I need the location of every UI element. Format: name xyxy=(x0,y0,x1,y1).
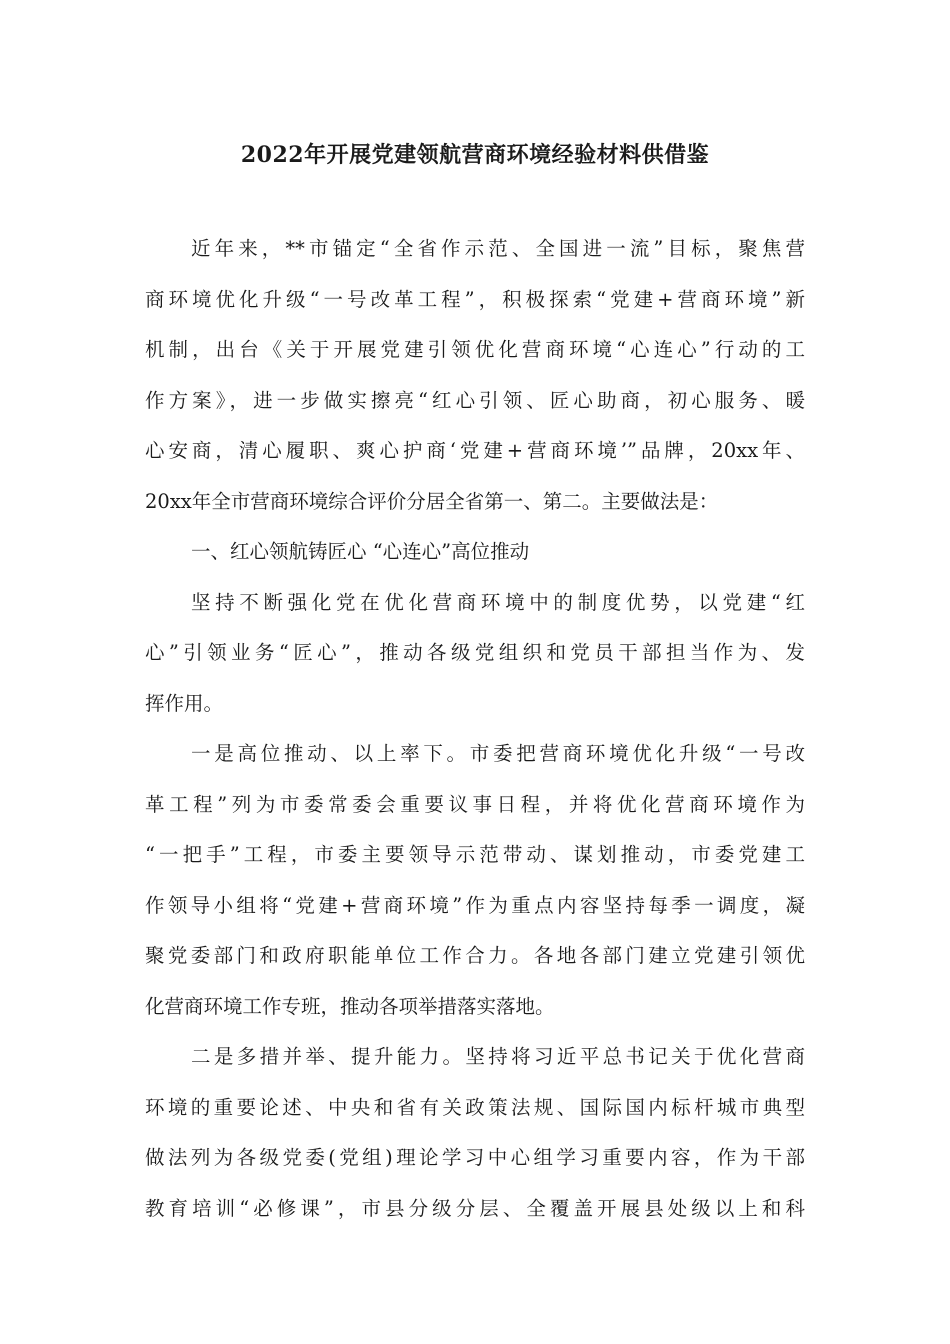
text-line: “一把手”工程，市委主要领导示范带动、谋划推动，市委党建工 xyxy=(145,843,805,866)
text-line: 近年来，**市锚定“全省作示范、全国进一流”目标，聚焦营 xyxy=(191,237,805,260)
text-line: 20xx年全市营商环境综合评价分居全省第一、第二。主要做法是： xyxy=(145,489,719,513)
text-line: 坚持不断强化党在优化营商环境中的制度优势，以党建“红 xyxy=(191,590,805,614)
text-line: 做法列为各级党委(党组)理论学习中心组学习重要内容，作为干部 xyxy=(145,1146,805,1169)
text-line: 机制，出台《关于开展党建引领优化营商环境“心连心”行动的工 xyxy=(145,338,805,361)
text-line: 一、红心领航铸匠心 “心连心”高位推动 xyxy=(191,540,530,563)
text-line: 二是多措并举、提升能力。坚持将习近平总书记关于优化营商 xyxy=(191,1045,805,1068)
text-line: 聚党委部门和政府职能单位工作合力。各地各部门建立党建引领优 xyxy=(145,944,805,967)
text-line: 心安商，清心履职、爽心护商‘党建+营商环境’”品牌，20xx年、 xyxy=(145,439,805,462)
text-line: 教育培训“必修课”，市县分级分层、全覆盖开展县处级以上和科 xyxy=(145,1196,805,1220)
text-line: 商环境优化升级“一号改革工程”，积极探索“党建+营商环境”新 xyxy=(145,287,805,311)
text-line: 作方案》，进一步做实擦亮“红心引领、匠心助商，初心服务、暖 xyxy=(145,388,805,412)
text-line: 环境的重要论述、中央和省有关政策法规、国际国内标杆城市典型 xyxy=(145,1095,805,1119)
text-line: 化营商环境工作专班，推动各项举措落实落地。 xyxy=(145,994,555,1018)
text-line: 心”引领业务“匠心”，推动各级党组织和党员干部担当作为、发 xyxy=(145,641,805,664)
document-body xyxy=(145,234,805,1244)
document-title: 2022年开展党建领航营商环境经验材料供借鉴 xyxy=(240,142,710,168)
text-line: 一是高位推动、以上率下。市委把营商环境优化升级“一号改 xyxy=(191,742,805,765)
text-line: 挥作用。 xyxy=(145,691,224,715)
text-line: 作领导小组将“党建+营商环境”作为重点内容坚持每季一调度，凝 xyxy=(145,893,805,917)
text-line: 革工程”列为市委常委会重要议事日程，并将优化营商环境作为 xyxy=(145,792,805,816)
